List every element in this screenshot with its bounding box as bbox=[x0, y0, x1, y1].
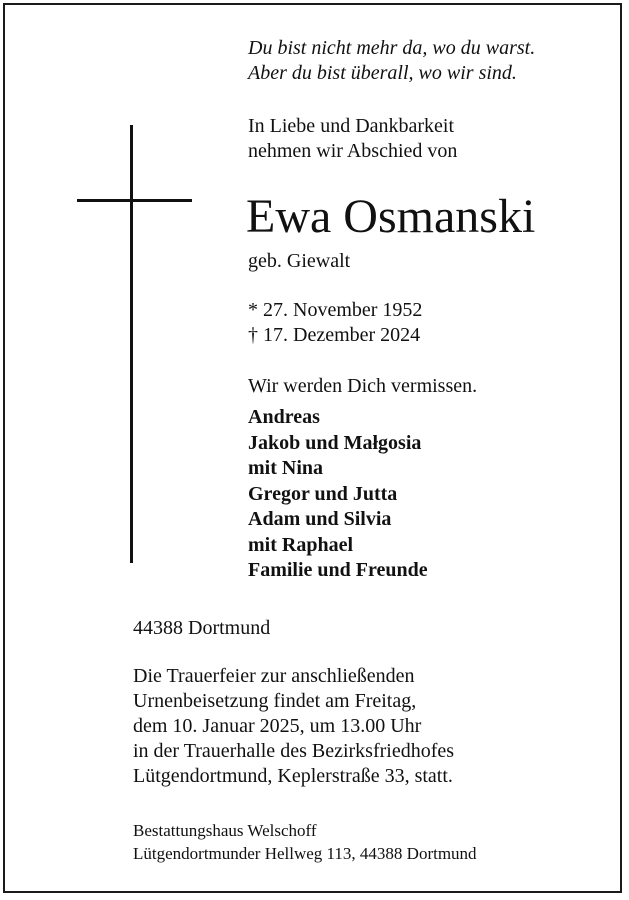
farewell-intro bbox=[248, 114, 457, 164]
memorial-quote bbox=[248, 36, 535, 86]
birth-date: * 27. November 1952 bbox=[248, 299, 423, 321]
mourners-list bbox=[248, 405, 428, 584]
undertaker-name: Bestattungshaus Welschoff bbox=[133, 821, 317, 840]
ceremony-line: Urnenbeisetzung findet am Freitag, bbox=[133, 690, 417, 712]
death-date: † 17. Dezember 2024 bbox=[248, 324, 421, 346]
mourner-entry: Familie und Freunde bbox=[248, 559, 428, 581]
ceremony-line: dem 10. Januar 2025, um 13.00 Uhr bbox=[133, 715, 422, 737]
ceremony-details bbox=[133, 664, 454, 789]
mourner-entry: Andreas bbox=[248, 406, 320, 428]
cross-vertical-bar bbox=[130, 125, 133, 563]
undertaker-info bbox=[133, 819, 477, 865]
ceremony-line: in der Trauerhalle des Bezirksfriedhofes bbox=[133, 740, 455, 762]
mourner-entry: Jakob und Małgosia bbox=[248, 431, 422, 454]
city-line: 44388 Dortmund bbox=[133, 617, 271, 639]
intro-line: In Liebe und Dankbarkeit bbox=[248, 115, 455, 137]
quote-line: Aber du bist überall, wo wir sind. bbox=[248, 62, 517, 84]
undertaker-address: Lütgendortmunder Hellweg 113, 44388 Dortmund bbox=[133, 844, 477, 863]
ceremony-line: Die Trauerfeier zur anschließenden bbox=[133, 665, 415, 687]
mourner-entry: Adam und Silvia bbox=[248, 508, 392, 530]
mourner-entry: mit Raphael bbox=[248, 533, 353, 556]
cross-horizontal-bar bbox=[77, 199, 192, 202]
intro-line: nehmen wir Abschied von bbox=[248, 140, 458, 162]
mourner-entry: mit Nina bbox=[248, 457, 323, 479]
mourner-entry: Gregor und Jutta bbox=[248, 482, 398, 505]
deceased-name: Ewa Osmanski bbox=[246, 190, 536, 243]
miss-text: Wir werden Dich vermissen. bbox=[248, 375, 478, 397]
quote-line: Du bist nicht mehr da, wo du warst. bbox=[248, 37, 536, 59]
birth-name: geb. Giewalt bbox=[248, 250, 351, 272]
ceremony-line: Lütgendortmund, Keplerstraße 33, statt. bbox=[133, 765, 453, 787]
life-dates bbox=[248, 298, 422, 348]
